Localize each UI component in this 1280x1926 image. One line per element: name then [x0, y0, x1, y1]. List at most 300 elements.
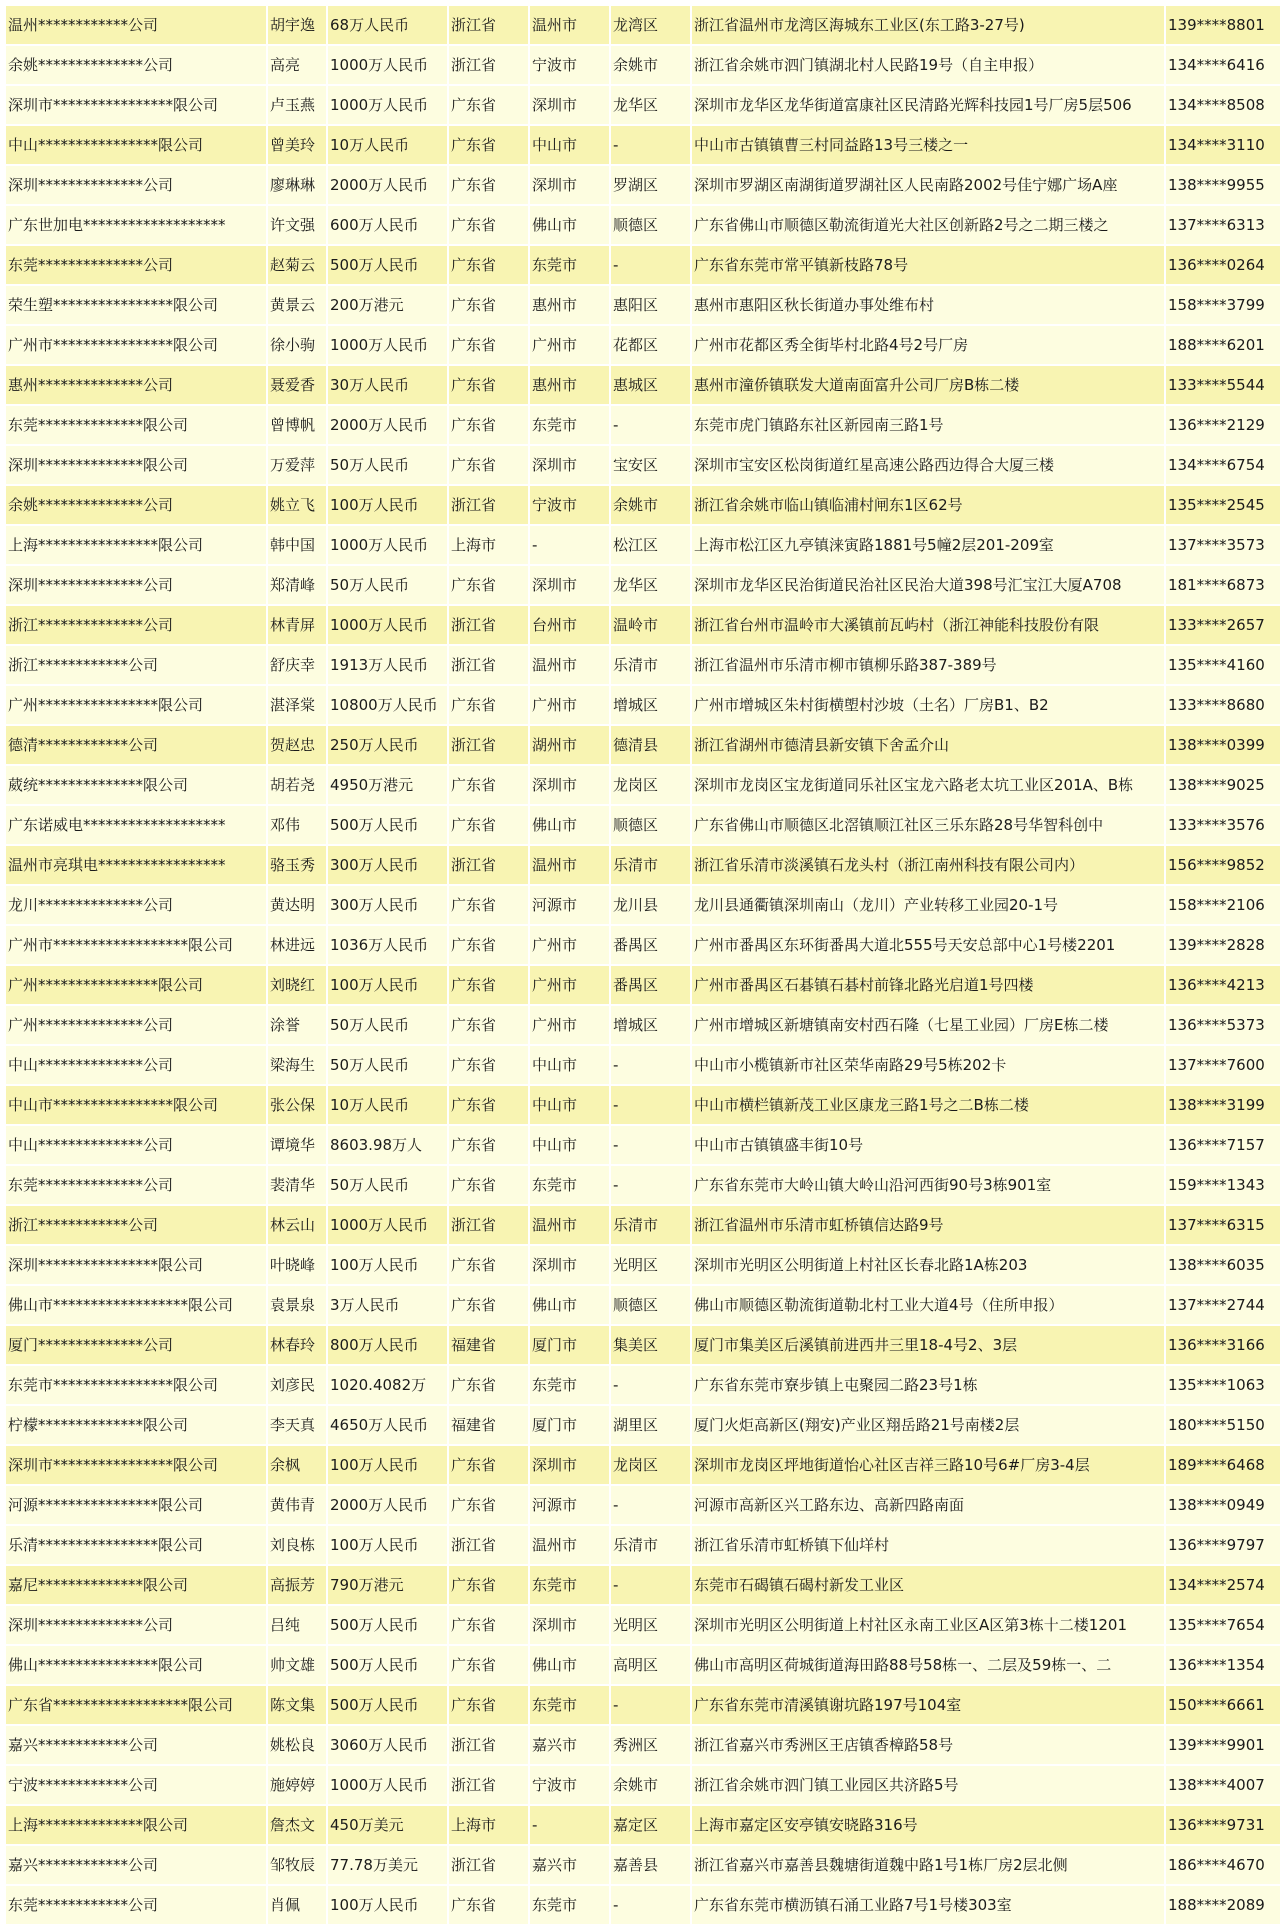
address-cell[interactable]: 广州市花都区秀全街毕村北路4号2号厂房 — [692, 326, 1166, 364]
city-cell[interactable]: - — [530, 1806, 611, 1844]
phone-cell[interactable]: 150****6661 — [1166, 1686, 1280, 1724]
registered-capital-cell[interactable]: 50万人民币 — [328, 1166, 449, 1204]
province-cell[interactable]: 广东省 — [449, 1486, 530, 1524]
province-cell[interactable]: 广东省 — [449, 1366, 530, 1404]
registered-capital-cell[interactable]: 8603.98万人 — [328, 1126, 449, 1164]
district-cell[interactable]: 乐清市 — [611, 846, 692, 884]
phone-cell[interactable]: 137****7600 — [1166, 1046, 1280, 1084]
address-cell[interactable]: 河源市高新区兴工路东边、高新四路南面 — [692, 1486, 1166, 1524]
city-cell[interactable]: 宁波市 — [530, 1766, 611, 1804]
city-cell[interactable]: 东莞市 — [530, 1366, 611, 1404]
address-cell[interactable]: 广东省东莞市清溪镇谢坑路197号104室 — [692, 1686, 1166, 1724]
table-row[interactable] — [6, 726, 1280, 764]
district-cell[interactable]: 龙岗区 — [611, 1446, 692, 1484]
table-row[interactable] — [6, 1526, 1280, 1564]
registered-capital-cell[interactable]: 4950万港元 — [328, 766, 449, 804]
address-cell[interactable]: 浙江省余姚市临山镇临浦村闸东1区62号 — [692, 486, 1166, 524]
legal-person-cell[interactable]: 郑清峰 — [268, 566, 328, 604]
legal-person-cell[interactable]: 施婷婷 — [268, 1766, 328, 1804]
district-cell[interactable]: - — [611, 126, 692, 164]
legal-person-cell[interactable]: 袁景泉 — [268, 1286, 328, 1324]
province-cell[interactable]: 浙江省 — [449, 606, 530, 644]
district-cell[interactable]: 宝安区 — [611, 446, 692, 484]
registered-capital-cell[interactable]: 100万人民币 — [328, 1446, 449, 1484]
district-cell[interactable]: 高明区 — [611, 1646, 692, 1684]
city-cell[interactable]: 惠州市 — [530, 366, 611, 404]
company-name-cell[interactable]: 嘉兴************公司 — [6, 1726, 268, 1764]
phone-cell[interactable]: 136****3166 — [1166, 1326, 1280, 1364]
city-cell[interactable]: - — [530, 526, 611, 564]
registered-capital-cell[interactable]: 1036万人民币 — [328, 926, 449, 964]
registered-capital-cell[interactable]: 2000万人民币 — [328, 166, 449, 204]
registered-capital-cell[interactable]: 68万人民币 — [328, 6, 449, 44]
company-name-cell[interactable]: 宁波************公司 — [6, 1766, 268, 1804]
registered-capital-cell[interactable]: 1000万人民币 — [328, 1206, 449, 1244]
district-cell[interactable]: 乐清市 — [611, 646, 692, 684]
province-cell[interactable]: 广东省 — [449, 206, 530, 244]
city-cell[interactable]: 温州市 — [530, 1206, 611, 1244]
city-cell[interactable]: 宁波市 — [530, 486, 611, 524]
address-cell[interactable]: 上海市嘉定区安亭镇安晓路316号 — [692, 1806, 1166, 1844]
province-cell[interactable]: 广东省 — [449, 1606, 530, 1644]
registered-capital-cell[interactable]: 1000万人民币 — [328, 526, 449, 564]
legal-person-cell[interactable]: 黄达明 — [268, 886, 328, 924]
company-name-cell[interactable]: 佛山市******************限公司 — [6, 1286, 268, 1324]
table-row[interactable] — [6, 806, 1280, 844]
city-cell[interactable]: 深圳市 — [530, 1246, 611, 1284]
registered-capital-cell[interactable]: 790万港元 — [328, 1566, 449, 1604]
table-row[interactable] — [6, 1206, 1280, 1244]
legal-person-cell[interactable]: 刘晓红 — [268, 966, 328, 1004]
legal-person-cell[interactable]: 邓伟 — [268, 806, 328, 844]
legal-person-cell[interactable]: 廖琳琳 — [268, 166, 328, 204]
legal-person-cell[interactable]: 韩中国 — [268, 526, 328, 564]
phone-cell[interactable]: 139****8801 — [1166, 6, 1280, 44]
phone-cell[interactable]: 180****5150 — [1166, 1406, 1280, 1444]
registered-capital-cell[interactable]: 1000万人民币 — [328, 1766, 449, 1804]
address-cell[interactable]: 深圳市龙华区民治街道民治社区民治大道398号汇宝江大厦A708 — [692, 566, 1166, 604]
district-cell[interactable]: 余姚市 — [611, 1766, 692, 1804]
province-cell[interactable]: 广东省 — [449, 1446, 530, 1484]
address-cell[interactable]: 深圳市龙岗区宝龙街道同乐社区宝龙六路老太坑工业区201A、B栋 — [692, 766, 1166, 804]
company-name-cell[interactable]: 葳统**************限公司 — [6, 766, 268, 804]
company-name-cell[interactable]: 东莞**************公司 — [6, 1166, 268, 1204]
city-cell[interactable]: 佛山市 — [530, 806, 611, 844]
city-cell[interactable]: 广州市 — [530, 686, 611, 724]
phone-cell[interactable]: 134****3110 — [1166, 126, 1280, 164]
table-row[interactable] — [6, 326, 1280, 364]
city-cell[interactable]: 河源市 — [530, 1486, 611, 1524]
company-name-cell[interactable]: 中山**************公司 — [6, 1126, 268, 1164]
province-cell[interactable]: 广东省 — [449, 806, 530, 844]
company-name-cell[interactable]: 广州****************限公司 — [6, 966, 268, 1004]
district-cell[interactable]: - — [611, 406, 692, 444]
legal-person-cell[interactable]: 刘良栋 — [268, 1526, 328, 1564]
province-cell[interactable]: 福建省 — [449, 1326, 530, 1364]
phone-cell[interactable]: 136****9797 — [1166, 1526, 1280, 1564]
district-cell[interactable]: 顺德区 — [611, 806, 692, 844]
province-cell[interactable]: 广东省 — [449, 166, 530, 204]
company-name-cell[interactable]: 温州************公司 — [6, 6, 268, 44]
district-cell[interactable]: 湖里区 — [611, 1406, 692, 1444]
table-row[interactable] — [6, 1086, 1280, 1124]
legal-person-cell[interactable]: 黄景云 — [268, 286, 328, 324]
city-cell[interactable]: 嘉兴市 — [530, 1846, 611, 1884]
province-cell[interactable]: 广东省 — [449, 1686, 530, 1724]
table-row[interactable] — [6, 1286, 1280, 1324]
legal-person-cell[interactable]: 涂誉 — [268, 1006, 328, 1044]
city-cell[interactable]: 广州市 — [530, 966, 611, 1004]
city-cell[interactable]: 温州市 — [530, 1526, 611, 1564]
phone-cell[interactable]: 159****1343 — [1166, 1166, 1280, 1204]
registered-capital-cell[interactable]: 1000万人民币 — [328, 606, 449, 644]
city-cell[interactable]: 深圳市 — [530, 166, 611, 204]
phone-cell[interactable]: 133****3576 — [1166, 806, 1280, 844]
city-cell[interactable]: 东莞市 — [530, 1566, 611, 1604]
city-cell[interactable]: 中山市 — [530, 1126, 611, 1164]
phone-cell[interactable]: 134****6754 — [1166, 446, 1280, 484]
table-row[interactable] — [6, 1406, 1280, 1444]
address-cell[interactable]: 东莞市石碣镇石碣村新发工业区 — [692, 1566, 1166, 1604]
registered-capital-cell[interactable]: 10万人民币 — [328, 126, 449, 164]
phone-cell[interactable]: 188****6201 — [1166, 326, 1280, 364]
table-row[interactable] — [6, 366, 1280, 404]
company-name-cell[interactable]: 广东省******************限公司 — [6, 1686, 268, 1724]
province-cell[interactable]: 广东省 — [449, 766, 530, 804]
phone-cell[interactable]: 135****1063 — [1166, 1366, 1280, 1404]
province-cell[interactable]: 上海市 — [449, 526, 530, 564]
registered-capital-cell[interactable]: 800万人民币 — [328, 1326, 449, 1364]
table-row[interactable] — [6, 1566, 1280, 1604]
address-cell[interactable]: 上海市松江区九亭镇涞寅路1881号5幢2层201-209室 — [692, 526, 1166, 564]
table-row[interactable] — [6, 46, 1280, 84]
legal-person-cell[interactable]: 胡宇逸 — [268, 6, 328, 44]
address-cell[interactable]: 广东省东莞市寮步镇上屯聚园二路23号1栋 — [692, 1366, 1166, 1404]
company-name-cell[interactable]: 温州市亮琪电***************** — [6, 846, 268, 884]
phone-cell[interactable]: 136****4213 — [1166, 966, 1280, 1004]
district-cell[interactable]: - — [611, 1566, 692, 1604]
company-name-cell[interactable]: 深圳**************公司 — [6, 166, 268, 204]
district-cell[interactable]: 德清县 — [611, 726, 692, 764]
table-row[interactable] — [6, 926, 1280, 964]
registered-capital-cell[interactable]: 450万美元 — [328, 1806, 449, 1844]
district-cell[interactable]: 余姚市 — [611, 486, 692, 524]
address-cell[interactable]: 深圳市罗湖区南湖街道罗湖社区人民南路2002号佳宁娜广场A座 — [692, 166, 1166, 204]
province-cell[interactable]: 广东省 — [449, 886, 530, 924]
address-cell[interactable]: 浙江省余姚市泗门镇湖北村人民路19号（自主申报） — [692, 46, 1166, 84]
district-cell[interactable]: - — [611, 1086, 692, 1124]
legal-person-cell[interactable]: 许文强 — [268, 206, 328, 244]
province-cell[interactable]: 广东省 — [449, 1246, 530, 1284]
phone-cell[interactable]: 138****9955 — [1166, 166, 1280, 204]
city-cell[interactable]: 深圳市 — [530, 446, 611, 484]
table-row[interactable] — [6, 1366, 1280, 1404]
address-cell[interactable]: 厦门市集美区后溪镇前进西井三里18-4号2、3层 — [692, 1326, 1166, 1364]
city-cell[interactable]: 温州市 — [530, 6, 611, 44]
company-name-cell[interactable]: 龙川**************公司 — [6, 886, 268, 924]
address-cell[interactable]: 广东省佛山市顺德区勒流街道光大社区创新路2号之二期三楼之 — [692, 206, 1166, 244]
district-cell[interactable]: 番禺区 — [611, 966, 692, 1004]
district-cell[interactable]: 龙湾区 — [611, 6, 692, 44]
address-cell[interactable]: 中山市古镇镇盛丰街10号 — [692, 1126, 1166, 1164]
legal-person-cell[interactable]: 卢玉燕 — [268, 86, 328, 124]
city-cell[interactable]: 佛山市 — [530, 1646, 611, 1684]
phone-cell[interactable]: 158****2106 — [1166, 886, 1280, 924]
table-row[interactable] — [6, 1766, 1280, 1804]
address-cell[interactable]: 浙江省嘉兴市秀洲区王店镇香樟路58号 — [692, 1726, 1166, 1764]
phone-cell[interactable]: 135****4160 — [1166, 646, 1280, 684]
phone-cell[interactable]: 136****9731 — [1166, 1806, 1280, 1844]
address-cell[interactable]: 广州市番禺区东环街番禺大道北555号天安总部中心1号楼2201 — [692, 926, 1166, 964]
table-row[interactable] — [6, 1886, 1280, 1924]
phone-cell[interactable]: 139****2828 — [1166, 926, 1280, 964]
address-cell[interactable]: 广州市增城区新塘镇南安村西石隆（七星工业园）厂房E栋二楼 — [692, 1006, 1166, 1044]
city-cell[interactable]: 东莞市 — [530, 1166, 611, 1204]
city-cell[interactable]: 佛山市 — [530, 1286, 611, 1324]
registered-capital-cell[interactable]: 600万人民币 — [328, 206, 449, 244]
city-cell[interactable]: 中山市 — [530, 126, 611, 164]
legal-person-cell[interactable]: 帅文雄 — [268, 1646, 328, 1684]
legal-person-cell[interactable]: 林云山 — [268, 1206, 328, 1244]
phone-cell[interactable]: 136****7157 — [1166, 1126, 1280, 1164]
legal-person-cell[interactable]: 叶晓峰 — [268, 1246, 328, 1284]
district-cell[interactable]: 嘉善县 — [611, 1846, 692, 1884]
phone-cell[interactable]: 136****2129 — [1166, 406, 1280, 444]
city-cell[interactable]: 温州市 — [530, 846, 611, 884]
province-cell[interactable]: 福建省 — [449, 1406, 530, 1444]
registered-capital-cell[interactable]: 2000万人民币 — [328, 406, 449, 444]
registered-capital-cell[interactable]: 50万人民币 — [328, 446, 449, 484]
city-cell[interactable]: 厦门市 — [530, 1406, 611, 1444]
province-cell[interactable]: 上海市 — [449, 1806, 530, 1844]
legal-person-cell[interactable]: 徐小驹 — [268, 326, 328, 364]
province-cell[interactable]: 浙江省 — [449, 6, 530, 44]
table-row[interactable] — [6, 1126, 1280, 1164]
district-cell[interactable]: 光明区 — [611, 1606, 692, 1644]
registered-capital-cell[interactable]: 10800万人民币 — [328, 686, 449, 724]
registered-capital-cell[interactable]: 100万人民币 — [328, 1246, 449, 1284]
address-cell[interactable]: 广州市增城区朱村街横塱村沙坡（土名）厂房B1、B2 — [692, 686, 1166, 724]
district-cell[interactable]: - — [611, 246, 692, 284]
phone-cell[interactable]: 181****6873 — [1166, 566, 1280, 604]
phone-cell[interactable]: 133****5544 — [1166, 366, 1280, 404]
table-row[interactable] — [6, 406, 1280, 444]
phone-cell[interactable]: 135****7654 — [1166, 1606, 1280, 1644]
phone-cell[interactable]: 137****6315 — [1166, 1206, 1280, 1244]
address-cell[interactable]: 龙川县通衢镇深圳南山（龙川）产业转移工业园20-1号 — [692, 886, 1166, 924]
company-name-cell[interactable]: 深圳**************限公司 — [6, 446, 268, 484]
phone-cell[interactable]: 136****0264 — [1166, 246, 1280, 284]
legal-person-cell[interactable]: 高振芳 — [268, 1566, 328, 1604]
province-cell[interactable]: 广东省 — [449, 926, 530, 964]
phone-cell[interactable]: 134****2574 — [1166, 1566, 1280, 1604]
phone-cell[interactable]: 136****5373 — [1166, 1006, 1280, 1044]
company-name-cell[interactable]: 东莞************公司 — [6, 1886, 268, 1924]
company-name-cell[interactable]: 德清************公司 — [6, 726, 268, 764]
city-cell[interactable]: 深圳市 — [530, 1446, 611, 1484]
city-cell[interactable]: 东莞市 — [530, 1686, 611, 1724]
phone-cell[interactable]: 138****0399 — [1166, 726, 1280, 764]
table-row[interactable] — [6, 1606, 1280, 1644]
table-row[interactable] — [6, 1006, 1280, 1044]
district-cell[interactable]: - — [611, 1046, 692, 1084]
registered-capital-cell[interactable]: 300万人民币 — [328, 886, 449, 924]
phone-cell[interactable]: 156****9852 — [1166, 846, 1280, 884]
table-row[interactable] — [6, 686, 1280, 724]
address-cell[interactable]: 浙江省温州市龙湾区海城东工业区(东工路3-27号) — [692, 6, 1166, 44]
city-cell[interactable]: 广州市 — [530, 1006, 611, 1044]
registered-capital-cell[interactable]: 100万人民币 — [328, 1526, 449, 1564]
table-row[interactable] — [6, 1166, 1280, 1204]
legal-person-cell[interactable]: 姚立飞 — [268, 486, 328, 524]
province-cell[interactable]: 广东省 — [449, 246, 530, 284]
legal-person-cell[interactable]: 陈文集 — [268, 1686, 328, 1724]
address-cell[interactable]: 中山市古镇镇曹三村同益路13号三楼之一 — [692, 126, 1166, 164]
phone-cell[interactable]: 138****0949 — [1166, 1486, 1280, 1524]
district-cell[interactable]: - — [611, 1366, 692, 1404]
legal-person-cell[interactable]: 胡若尧 — [268, 766, 328, 804]
phone-cell[interactable]: 138****3199 — [1166, 1086, 1280, 1124]
city-cell[interactable]: 温州市 — [530, 646, 611, 684]
legal-person-cell[interactable]: 贺赵忠 — [268, 726, 328, 764]
district-cell[interactable]: 顺德区 — [611, 1286, 692, 1324]
district-cell[interactable]: - — [611, 1166, 692, 1204]
company-name-cell[interactable]: 深圳**************公司 — [6, 566, 268, 604]
registered-capital-cell[interactable]: 300万人民币 — [328, 846, 449, 884]
table-row[interactable] — [6, 1486, 1280, 1524]
table-row[interactable] — [6, 126, 1280, 164]
phone-cell[interactable]: 134****6416 — [1166, 46, 1280, 84]
province-cell[interactable]: 广东省 — [449, 286, 530, 324]
legal-person-cell[interactable]: 曾美玲 — [268, 126, 328, 164]
city-cell[interactable]: 东莞市 — [530, 246, 611, 284]
address-cell[interactable]: 东莞市虎门镇路东社区新园南三路1号 — [692, 406, 1166, 444]
company-name-cell[interactable]: 广州**************公司 — [6, 1006, 268, 1044]
legal-person-cell[interactable]: 骆玉秀 — [268, 846, 328, 884]
company-name-cell[interactable]: 乐清****************限公司 — [6, 1526, 268, 1564]
table-row[interactable] — [6, 646, 1280, 684]
address-cell[interactable]: 广东省佛山市顺德区北滘镇顺江社区三乐东路28号华智科创中 — [692, 806, 1166, 844]
company-name-cell[interactable]: 中山市****************限公司 — [6, 1086, 268, 1124]
province-cell[interactable]: 广东省 — [449, 1646, 530, 1684]
company-name-cell[interactable]: 广州****************限公司 — [6, 686, 268, 724]
district-cell[interactable]: 龙华区 — [611, 566, 692, 604]
company-name-cell[interactable]: 广州市******************限公司 — [6, 926, 268, 964]
legal-person-cell[interactable]: 林青屏 — [268, 606, 328, 644]
province-cell[interactable]: 浙江省 — [449, 486, 530, 524]
legal-person-cell[interactable]: 肖佩 — [268, 1886, 328, 1924]
registered-capital-cell[interactable]: 1000万人民币 — [328, 46, 449, 84]
legal-person-cell[interactable]: 舒庆幸 — [268, 646, 328, 684]
table-row[interactable] — [6, 566, 1280, 604]
registered-capital-cell[interactable]: 3060万人民币 — [328, 1726, 449, 1764]
company-name-cell[interactable]: 东莞市****************限公司 — [6, 1366, 268, 1404]
district-cell[interactable]: 惠阳区 — [611, 286, 692, 324]
registered-capital-cell[interactable]: 1913万人民币 — [328, 646, 449, 684]
table-row[interactable] — [6, 246, 1280, 284]
phone-cell[interactable]: 136****1354 — [1166, 1646, 1280, 1684]
province-cell[interactable]: 广东省 — [449, 326, 530, 364]
legal-person-cell[interactable]: 邹牧辰 — [268, 1846, 328, 1884]
district-cell[interactable]: 集美区 — [611, 1326, 692, 1364]
province-cell[interactable]: 广东省 — [449, 1006, 530, 1044]
province-cell[interactable]: 浙江省 — [449, 726, 530, 764]
company-name-cell[interactable]: 柠檬**************限公司 — [6, 1406, 268, 1444]
address-cell[interactable]: 厦门火炬高新区(翔安)产业区翔岳路21号南楼2层 — [692, 1406, 1166, 1444]
company-name-cell[interactable]: 中山**************公司 — [6, 1046, 268, 1084]
address-cell[interactable]: 浙江省乐清市虹桥镇下仙垟村 — [692, 1526, 1166, 1564]
registered-capital-cell[interactable]: 1020.4082万 — [328, 1366, 449, 1404]
province-cell[interactable]: 广东省 — [449, 1086, 530, 1124]
address-cell[interactable]: 浙江省温州市乐清市虹桥镇信达路9号 — [692, 1206, 1166, 1244]
legal-person-cell[interactable]: 湛泽棠 — [268, 686, 328, 724]
phone-cell[interactable]: 138****6035 — [1166, 1246, 1280, 1284]
company-name-cell[interactable]: 广东诺威电******************* — [6, 806, 268, 844]
province-cell[interactable]: 浙江省 — [449, 646, 530, 684]
phone-cell[interactable]: 133****8680 — [1166, 686, 1280, 724]
table-row[interactable] — [6, 1846, 1280, 1884]
address-cell[interactable]: 惠州市潼侨镇联发大道南面富升公司厂房B栋二楼 — [692, 366, 1166, 404]
registered-capital-cell[interactable]: 100万人民币 — [328, 1886, 449, 1924]
company-name-cell[interactable]: 惠州**************公司 — [6, 366, 268, 404]
district-cell[interactable]: - — [611, 1886, 692, 1924]
province-cell[interactable]: 广东省 — [449, 126, 530, 164]
city-cell[interactable]: 深圳市 — [530, 766, 611, 804]
address-cell[interactable]: 深圳市光明区公明街道上村社区长春北路1A栋203 — [692, 1246, 1166, 1284]
district-cell[interactable]: - — [611, 1486, 692, 1524]
table-row[interactable] — [6, 1806, 1280, 1844]
table-row[interactable] — [6, 606, 1280, 644]
address-cell[interactable]: 浙江省温州市乐清市柳市镇柳乐路387-389号 — [692, 646, 1166, 684]
province-cell[interactable]: 浙江省 — [449, 846, 530, 884]
district-cell[interactable]: 番禺区 — [611, 926, 692, 964]
district-cell[interactable]: 嘉定区 — [611, 1806, 692, 1844]
legal-person-cell[interactable]: 裴清华 — [268, 1166, 328, 1204]
table-row[interactable] — [6, 1686, 1280, 1724]
city-cell[interactable]: 湖州市 — [530, 726, 611, 764]
registered-capital-cell[interactable]: 100万人民币 — [328, 486, 449, 524]
company-name-cell[interactable]: 河源****************限公司 — [6, 1486, 268, 1524]
company-name-cell[interactable]: 佛山****************限公司 — [6, 1646, 268, 1684]
address-cell[interactable]: 广东省东莞市大岭山镇大岭山沿河西街90号3栋901室 — [692, 1166, 1166, 1204]
city-cell[interactable]: 宁波市 — [530, 46, 611, 84]
registered-capital-cell[interactable]: 50万人民币 — [328, 1046, 449, 1084]
table-row[interactable] — [6, 1446, 1280, 1484]
company-name-cell[interactable]: 嘉兴************公司 — [6, 1846, 268, 1884]
company-name-cell[interactable]: 上海****************限公司 — [6, 526, 268, 564]
city-cell[interactable]: 嘉兴市 — [530, 1726, 611, 1764]
company-name-cell[interactable]: 深圳市****************限公司 — [6, 1446, 268, 1484]
legal-person-cell[interactable]: 刘彦民 — [268, 1366, 328, 1404]
legal-person-cell[interactable]: 姚松良 — [268, 1726, 328, 1764]
province-cell[interactable]: 浙江省 — [449, 1206, 530, 1244]
company-name-cell[interactable]: 深圳****************限公司 — [6, 1246, 268, 1284]
city-cell[interactable]: 东莞市 — [530, 1886, 611, 1924]
city-cell[interactable]: 深圳市 — [530, 86, 611, 124]
province-cell[interactable]: 浙江省 — [449, 46, 530, 84]
province-cell[interactable]: 广东省 — [449, 406, 530, 444]
table-row[interactable] — [6, 206, 1280, 244]
company-name-cell[interactable]: 嘉尼**************限公司 — [6, 1566, 268, 1604]
table-row[interactable] — [6, 526, 1280, 564]
company-name-cell[interactable]: 东莞**************限公司 — [6, 406, 268, 444]
province-cell[interactable]: 广东省 — [449, 1286, 530, 1324]
district-cell[interactable]: 顺德区 — [611, 206, 692, 244]
district-cell[interactable]: 龙川县 — [611, 886, 692, 924]
address-cell[interactable]: 佛山市高明区荷城街道海田路88号58栋一、二层及59栋一、二 — [692, 1646, 1166, 1684]
district-cell[interactable]: 光明区 — [611, 1246, 692, 1284]
district-cell[interactable]: - — [611, 1686, 692, 1724]
